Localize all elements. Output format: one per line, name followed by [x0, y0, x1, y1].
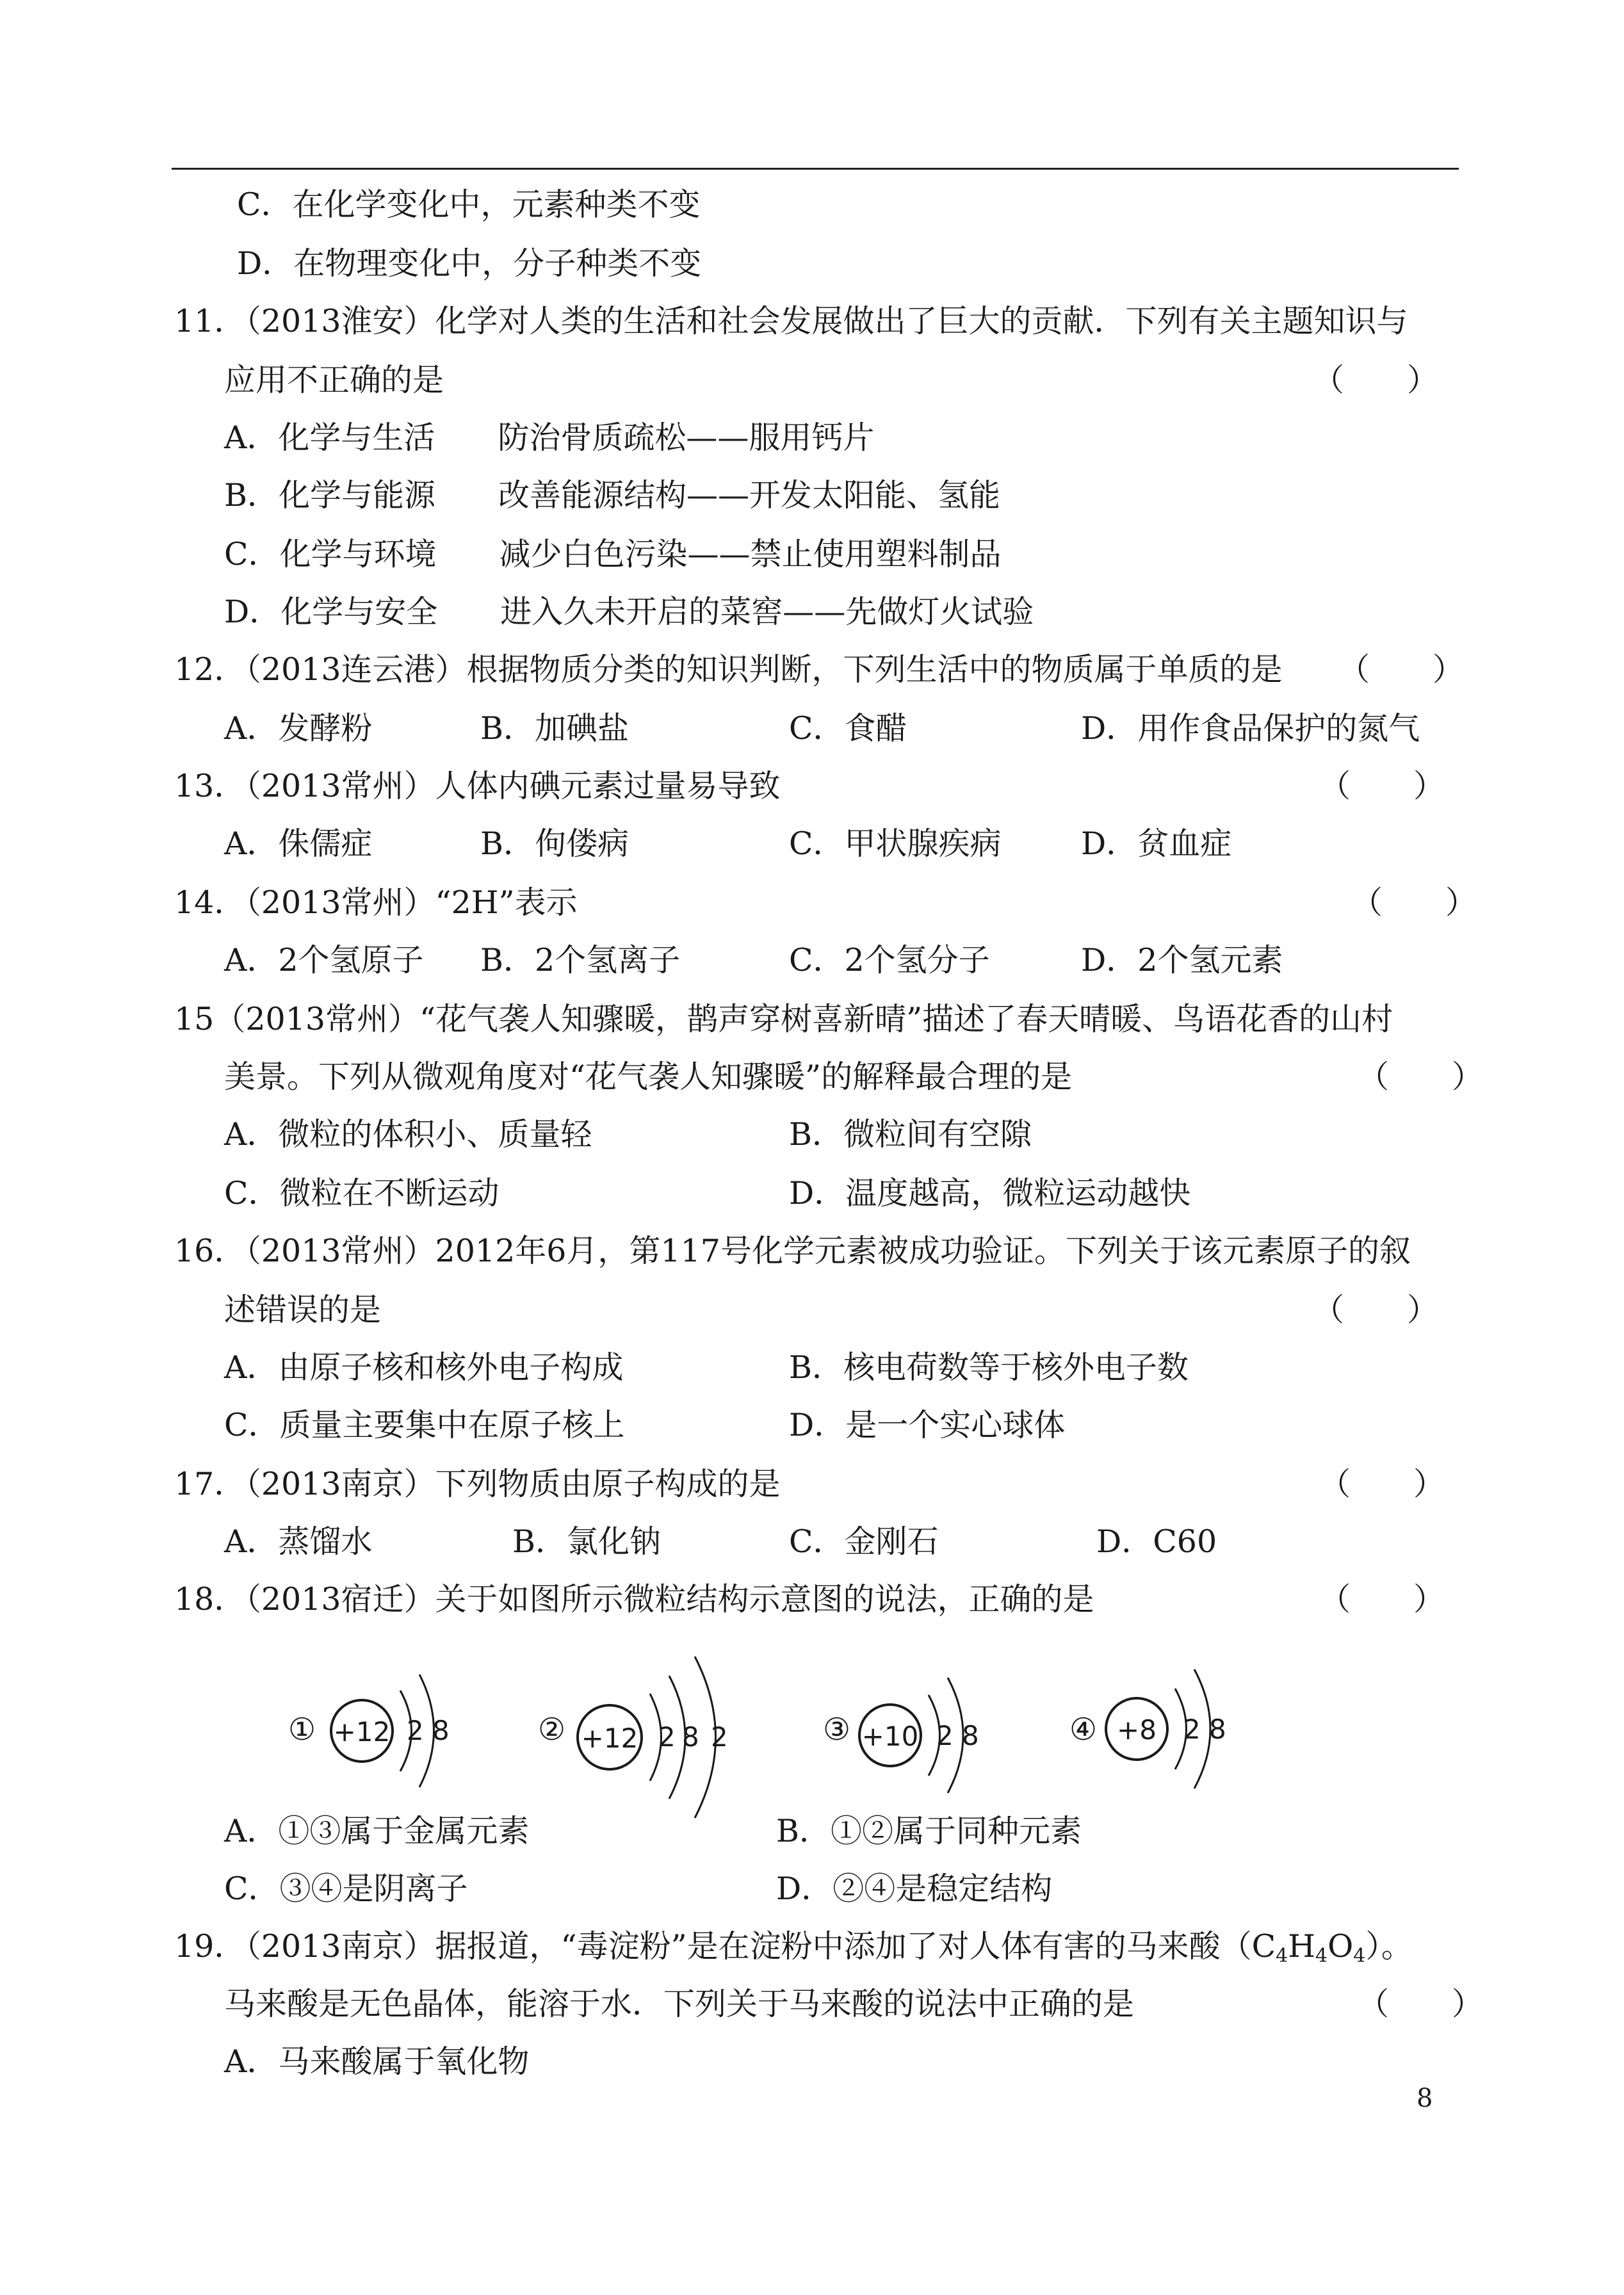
q15-option-a: A．微粒的体积小、质量轻 [224, 1116, 592, 1153]
q18-option-b: B．①②属于同种元素 [776, 1813, 1082, 1849]
atom-label: ② [538, 1712, 566, 1748]
q13-option-d: D．贫血症 [1081, 825, 1232, 862]
shell-electrons: 2 [1183, 1714, 1201, 1745]
q11-answer-blank: （ ） [1313, 362, 1439, 398]
q19-text-before: 19．（2013南京）据报道，“毒淀粉”是在淀粉中添加了对人体有害的马来酸（C [174, 1928, 1276, 1965]
q13-option-c: C．甲状腺疾病 [789, 825, 1002, 862]
q12-stem: 12．（2013连云港）根据物质分类的知识判断，下列生活中的物质属于单质的是 [174, 651, 1283, 688]
q18-stem: 18．（2013宿迁）关于如图所示微粒结构示意图的说法，正确的是 [174, 1581, 1094, 1618]
shell-electrons: 8 [962, 1720, 979, 1751]
atom-diagram-3 [823, 1678, 979, 1793]
q17-option-a: A．蒸馏水 [224, 1523, 373, 1560]
q10-option-c: C．在化学变化中，元素种类不变 [237, 186, 701, 223]
q13-answer-blank: （ ） [1319, 768, 1445, 804]
q12-answer-blank: （ ） [1338, 651, 1465, 688]
q13-stem: 13．（2013常州）人体内碘元素过量易导致 [174, 768, 781, 804]
q13-option-a: A．侏儒症 [224, 825, 373, 862]
atom-label: ③ [823, 1712, 851, 1748]
shell-electrons: 8 [432, 1715, 450, 1746]
q15-option-b: B．微粒间有空隙 [789, 1116, 1032, 1153]
atom-diagram-4 [1069, 1669, 1226, 1788]
shell-electrons: 8 [1209, 1714, 1226, 1745]
q14-option-d: D．2个氢元素 [1081, 942, 1283, 978]
q11-stem-line1: 11．（2013淮安）化学对人类的生活和社会发展做出了巨大的贡献．下列有关主题知识与 [174, 303, 1408, 339]
q18-option-d: D．②④是稳定结构 [776, 1870, 1053, 1907]
q12-option-a: A．发酵粉 [224, 710, 373, 747]
atom-diagram-2 [538, 1657, 728, 1818]
q11-stem-line2: 应用不正确的是 [224, 362, 444, 398]
q13-option-b: B．佝偻病 [480, 825, 629, 862]
q15-stem-line2: 美景。下列从微观角度对“花气袭人知骤暖”的解释最合理的是 [224, 1058, 1073, 1095]
q19-stem-line1 [174, 1927, 1413, 1975]
nucleus-charge: +12 [581, 1723, 638, 1754]
formula-subscript: 4 [1315, 1945, 1328, 1967]
shell-electrons: 2 [407, 1715, 424, 1746]
q14-answer-blank: （ ） [1351, 884, 1477, 921]
q10-option-d: D．在物理变化中，分子种类不变 [237, 245, 702, 282]
q11-option-a: A．化学与生活 防治骨质疏松——服用钙片 [224, 419, 875, 456]
formula-subscript: 4 [1353, 1945, 1366, 1967]
q17-stem: 17．（2013南京）下列物质由原子构成的是 [174, 1466, 781, 1502]
formula-element: H [1288, 1928, 1315, 1965]
q15-option-d: D．温度越高，微粒运动越快 [789, 1175, 1191, 1212]
q16-stem-line2: 述错误的是 [224, 1292, 382, 1328]
q19-stem-line2: 马来酸是无色晶体，能溶于水．下列关于马来酸的说法中正确的是 [224, 1986, 1135, 2022]
q14-option-a: A．2个氢原子 [224, 942, 424, 978]
q19-option-a: A．马来酸属于氧化物 [224, 2043, 530, 2080]
q18-option-c: C．③④是阴离子 [224, 1870, 468, 1907]
q11-option-b: B．化学与能源 改善能源结构——开发太阳能、氢能 [224, 477, 1001, 514]
formula-element: O [1328, 1928, 1354, 1965]
q17-option-d: D．C60 [1096, 1523, 1217, 1560]
q12-option-b: B．加碘盐 [480, 710, 629, 747]
q19-text-after: ）。 [1365, 1928, 1413, 1965]
nucleus-charge: +10 [861, 1721, 919, 1752]
q11-option-d: D．化学与安全 进入久未开启的菜窖——先做灯火试验 [224, 594, 1034, 630]
q15-answer-blank: （ ） [1358, 1058, 1484, 1095]
q15-stem-line1: 15（2013常州）“花气袭人知骤暖，鹊声穿树喜新晴”描述了春天晴暖、鸟语花香的山村 [174, 1001, 1393, 1037]
q18-option-a: A．①③属于金属元素 [224, 1813, 530, 1849]
shell-electrons: 2 [658, 1721, 676, 1753]
q16-option-d: D．是一个实心球体 [789, 1407, 1066, 1443]
atom-label: ④ [1069, 1712, 1098, 1748]
page-number: 8 [1417, 2084, 1433, 2113]
shell-electrons: 8 [682, 1721, 699, 1753]
q17-option-b: B．氯化钠 [512, 1523, 662, 1560]
nucleus-charge: +12 [333, 1716, 391, 1748]
q14-option-b: B．2个氢离子 [480, 942, 681, 978]
q16-option-b: B．核电荷数等于核外电子数 [789, 1349, 1189, 1386]
nucleus-charge: +8 [1117, 1714, 1157, 1746]
q16-stem-line1: 16．（2013常州）2012年6月，第117号化学元素被成功验证。下列关于该元素原子的叙 [174, 1233, 1411, 1269]
q16-answer-blank: （ ） [1313, 1292, 1439, 1328]
header-rule [172, 168, 1459, 170]
q14-stem: 14．（2013常州）“2H”表示 [174, 884, 578, 921]
q11-option-c: C．化学与环境 减少白色污染——禁止使用塑料制品 [224, 536, 1002, 572]
q16-option-a: A．由原子核和核外电子构成 [224, 1349, 624, 1386]
shell-electrons: 2 [936, 1720, 954, 1751]
shell-electrons: 2 [711, 1721, 728, 1753]
q18-answer-blank: （ ） [1319, 1581, 1445, 1618]
q17-answer-blank: （ ） [1319, 1466, 1445, 1502]
q16-option-c: C．质量主要集中在原子核上 [224, 1407, 625, 1443]
atom-label: ① [288, 1712, 316, 1748]
q14-option-c: C．2个氢分子 [789, 942, 990, 978]
q17-option-c: C．金刚石 [789, 1523, 939, 1560]
formula-subscript: 4 [1276, 1945, 1288, 1967]
atom-diagram-1 [288, 1675, 450, 1787]
q12-option-d: D．用作食品保护的氮气 [1081, 710, 1420, 747]
atomic-structure-diagrams [275, 1630, 1274, 1828]
q12-option-c: C．食醋 [789, 710, 907, 747]
q15-option-c: C．微粒在不断运动 [224, 1175, 499, 1212]
q19-answer-blank: （ ） [1358, 1986, 1484, 2022]
